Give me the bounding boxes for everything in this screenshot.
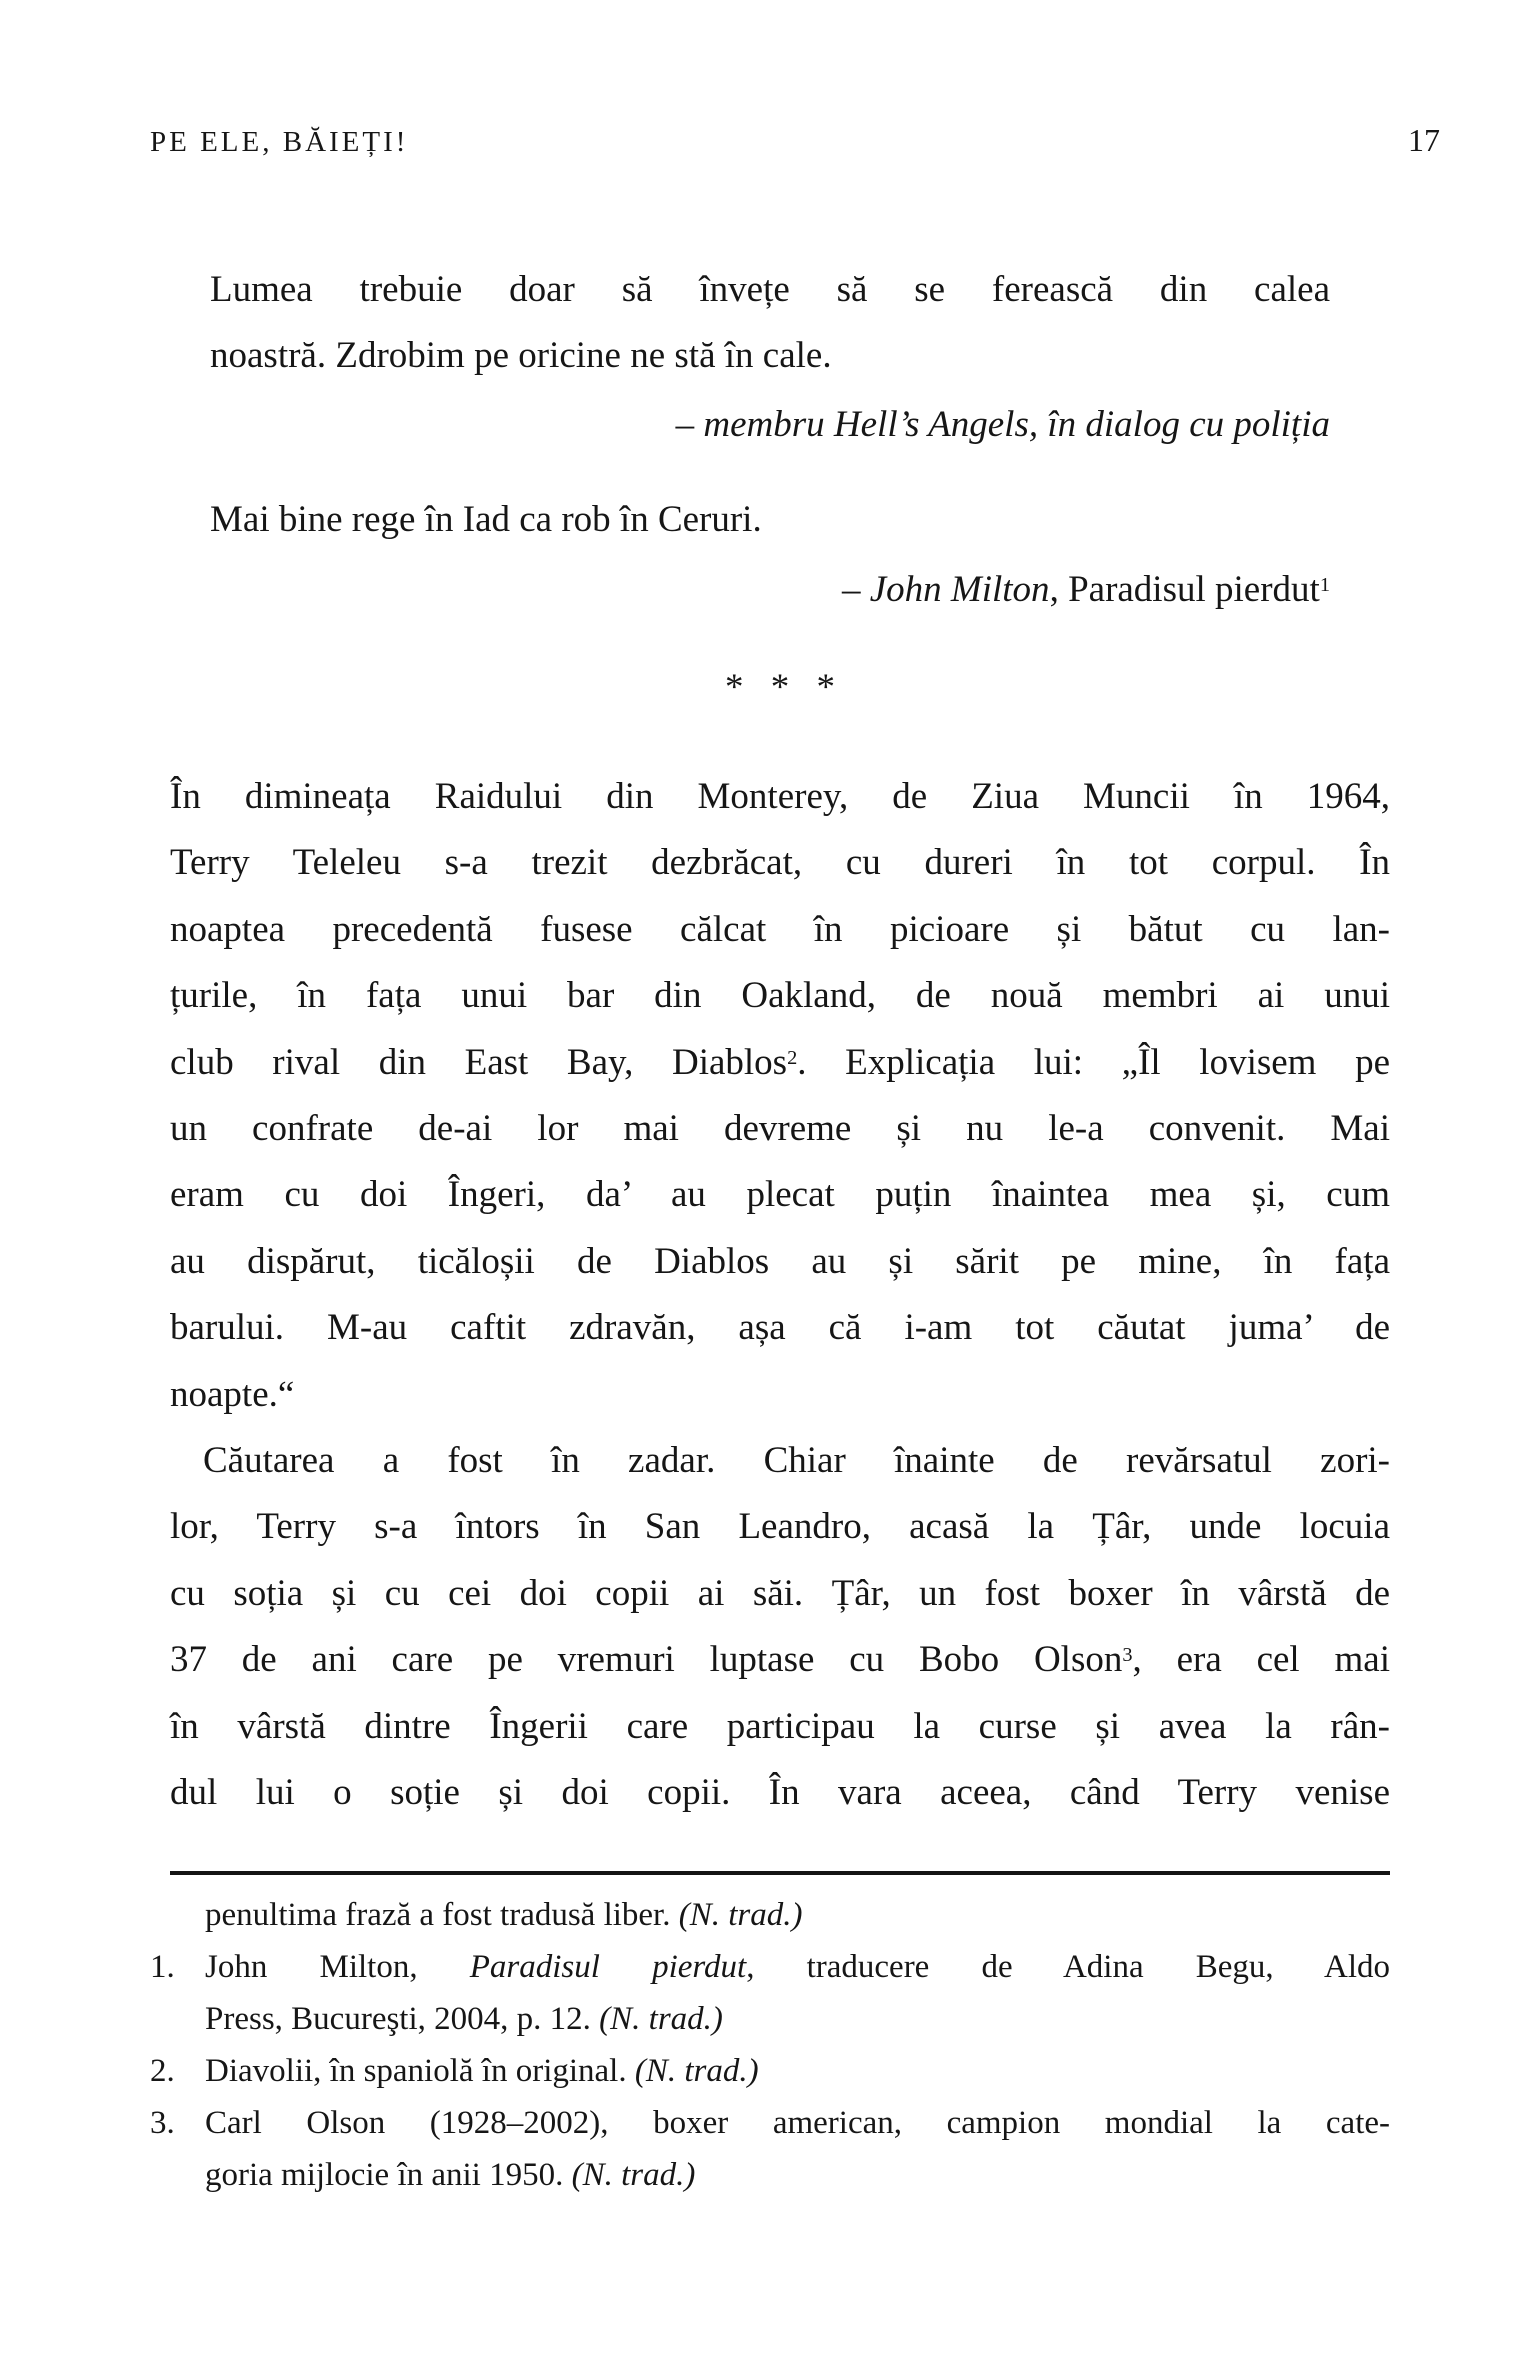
body-line bbox=[170, 1030, 1390, 1096]
body-line: În dimineața Raidului din Monterey, de Ziua Muncii în 1964, bbox=[170, 776, 1390, 817]
page-number: 17 bbox=[1408, 122, 1440, 158]
body-line-segment: 37 de ani care pe vremuri luptase cu Bobo Olson bbox=[170, 1639, 1123, 1681]
translator-note: (N. trad.) bbox=[634, 2053, 759, 2089]
body-line-segment: club rival din East Bay, Diablos bbox=[170, 1041, 788, 1083]
body-line: cu soția și cu cei doi copii ai săi. Țâr, un fost boxer în vârstă de bbox=[170, 1572, 1390, 1614]
epigraph-line: Lumea trebuie doar să învețe să se ferească din calea bbox=[210, 269, 1330, 310]
footnote-text-segment: John Milton, bbox=[205, 1949, 470, 1985]
footnote-continuation bbox=[150, 1993, 1390, 2045]
footnote-text-segment: Press, Bucureşti, 2004, p. 12. bbox=[205, 2001, 600, 2037]
footnote-continuation bbox=[150, 2149, 1390, 2201]
epigraph-line: noastră. Zdrobim pe oricine ne stă în cale. bbox=[210, 335, 832, 377]
body-line: în vârstă dintre Îngerii care participau la curse și avea la rân- bbox=[170, 1705, 1390, 1747]
body-line-segment: , era cel mai bbox=[1132, 1639, 1390, 1681]
epigraph-line: Mai bine rege în Iad ca rob în Ceruri. bbox=[210, 499, 762, 540]
running-head bbox=[150, 122, 1440, 159]
body-line: au dispărut, ticăloșii de Diablos au și sărit pe mine, în fața bbox=[170, 1240, 1390, 1282]
translator-note: (N. trad.) bbox=[571, 2157, 696, 2193]
epigraph-quote-1 bbox=[210, 257, 1330, 390]
footnote-rule bbox=[170, 1871, 1390, 1875]
attribution-text: – membru Hell’s Angels, în dialog cu poliția bbox=[675, 404, 1330, 445]
translator-note: (N. trad.) bbox=[678, 1897, 803, 1933]
footnote-text-segment: penultima frază a fost tradusă liber. bbox=[205, 1897, 679, 1933]
footnote-ref-1: 1 bbox=[1319, 573, 1330, 596]
body-line: lor, Terry s-a întors în San Leandro, acasă la Țâr, unde locuia bbox=[170, 1506, 1390, 1548]
footnote-number: 3. bbox=[150, 2105, 175, 2141]
footnote-ref-2: 2 bbox=[787, 1046, 798, 1069]
footnote-continuation bbox=[150, 1889, 1390, 1941]
book-title: Paradisul pierdut bbox=[469, 1949, 747, 1985]
body-line: noaptea precedentă fusese călcat în picioare și bătut cu lan- bbox=[170, 908, 1390, 950]
footnote-text bbox=[205, 2045, 1390, 2097]
body-line: eram cu doi Îngeri, da’ au plecat puțin înaintea mea și, cum bbox=[170, 1174, 1390, 1216]
footnote-text-segment: goria mijlocie în anii 1950. bbox=[205, 2157, 572, 2193]
footnote-text-segment: , traducere de Adina Begu, Aldo bbox=[746, 1949, 1390, 1985]
body-line: un confrate de-ai lor mai devreme și nu le-a convenit. Mai bbox=[170, 1108, 1390, 1150]
body-line: dul lui o soție și doi copii. În vara aceea, când Terry venise bbox=[170, 1772, 1390, 1814]
footnote-item-1 bbox=[150, 1941, 1390, 1993]
footnote-text bbox=[205, 1941, 1390, 1993]
translator-note: (N. trad.) bbox=[599, 2001, 723, 2037]
footnote-text bbox=[205, 2097, 1390, 2149]
body-line-segment: . Explicația lui: „Îl lovisem pe bbox=[797, 1041, 1390, 1083]
epigraph-attribution-2 bbox=[210, 557, 1330, 623]
footnote-text-segment: Diavolii, în spaniolă în original. bbox=[205, 2053, 635, 2089]
attribution-dash: – bbox=[841, 569, 870, 610]
footnotes bbox=[150, 1889, 1390, 2201]
footnote-item-3 bbox=[150, 2097, 1390, 2149]
body-line: Terry Teleleu s-a trezit dezbrăcat, cu dureri în tot corpul. În bbox=[170, 842, 1390, 884]
body-line-paragraph-end: noapte.“ bbox=[170, 1373, 295, 1415]
epigraph-attribution-1 bbox=[210, 392, 1330, 458]
footnote-ref-3: 3 bbox=[1122, 1644, 1133, 1667]
body-line: țurile, în fața unui bar din Oakland, de nouă membri ai unui bbox=[170, 975, 1390, 1017]
footnote-number: 2. bbox=[150, 2053, 175, 2089]
body-line: barului. M-au caftit zdravăn, așa că i-am tot căutat juma’ de bbox=[170, 1307, 1390, 1349]
epigraph-quote-2 bbox=[210, 487, 1330, 553]
attribution-author: John Milton bbox=[869, 569, 1050, 610]
section-separator: * * * bbox=[725, 667, 835, 708]
body-text bbox=[170, 764, 1390, 1827]
footnote-number: 1. bbox=[150, 1949, 175, 1985]
running-title: PE ELE, BĂIEȚI! bbox=[150, 126, 409, 158]
body-line-paragraph-start: Căutarea a fost în zadar. Chiar înainte de revărsatul zori- bbox=[203, 1440, 1390, 1482]
body-line bbox=[170, 1627, 1390, 1693]
attribution-work: , Paradisul pierdut bbox=[1049, 569, 1320, 610]
footnote-item-2 bbox=[150, 2045, 1390, 2097]
footnote-text-segment: Carl Olson (1928–2002), boxer american, campion mondial la cate- bbox=[205, 2105, 1390, 2141]
